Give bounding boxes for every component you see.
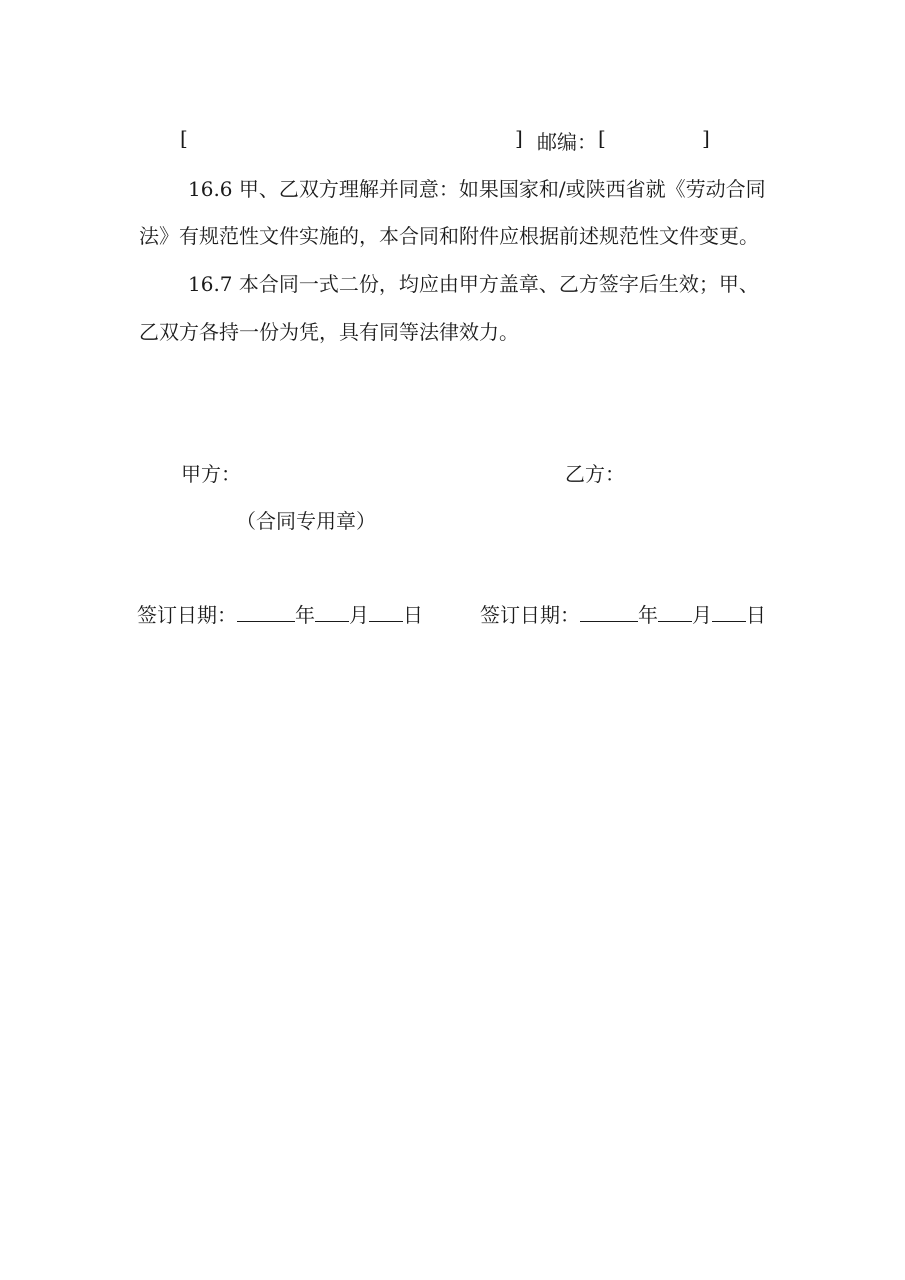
day-unit: 日	[746, 603, 766, 627]
party-a-signing-date	[137, 599, 423, 628]
clause-16-6-line-1: 16.6 甲、乙双方理解并同意：如果国家和/或陕西省就《劳动合同	[188, 177, 766, 201]
postcode-open-bracket: [	[598, 126, 606, 150]
month-unit: 月	[349, 603, 369, 627]
month-blank[interactable]	[315, 603, 349, 622]
signing-date-label: 签订日期：	[480, 603, 580, 627]
year-blank[interactable]	[237, 603, 295, 622]
month-blank[interactable]	[658, 603, 692, 622]
clause-16-7-line-2: 乙双方各持一份为凭，具有同等法律效力。	[139, 320, 519, 344]
year-blank[interactable]	[580, 603, 638, 622]
postcode-label: 邮编：	[537, 130, 597, 154]
year-unit: 年	[295, 603, 315, 627]
postcode-close-bracket: ]	[702, 126, 710, 150]
address-left-bracket: [	[180, 126, 188, 150]
party-a-label: 甲方：	[181, 462, 241, 486]
party-b-signing-date	[480, 599, 766, 628]
clause-16-7-line-1: 16.7 本合同一式二份，均应由甲方盖章、乙方签字后生效；甲、	[188, 272, 759, 296]
party-b-label: 乙方：	[565, 462, 625, 486]
day-blank[interactable]	[369, 603, 403, 622]
seal-note: （合同专用章）	[236, 509, 376, 533]
month-unit: 月	[692, 603, 712, 627]
day-blank[interactable]	[712, 603, 746, 622]
day-unit: 日	[403, 603, 423, 627]
address-right-bracket: ]	[515, 126, 523, 150]
clause-16-6-line-2: 法》有规范性文件实施的，本合同和附件应根据前述规范性文件变更。	[139, 224, 759, 248]
signing-date-label: 签订日期：	[137, 603, 237, 627]
year-unit: 年	[638, 603, 658, 627]
